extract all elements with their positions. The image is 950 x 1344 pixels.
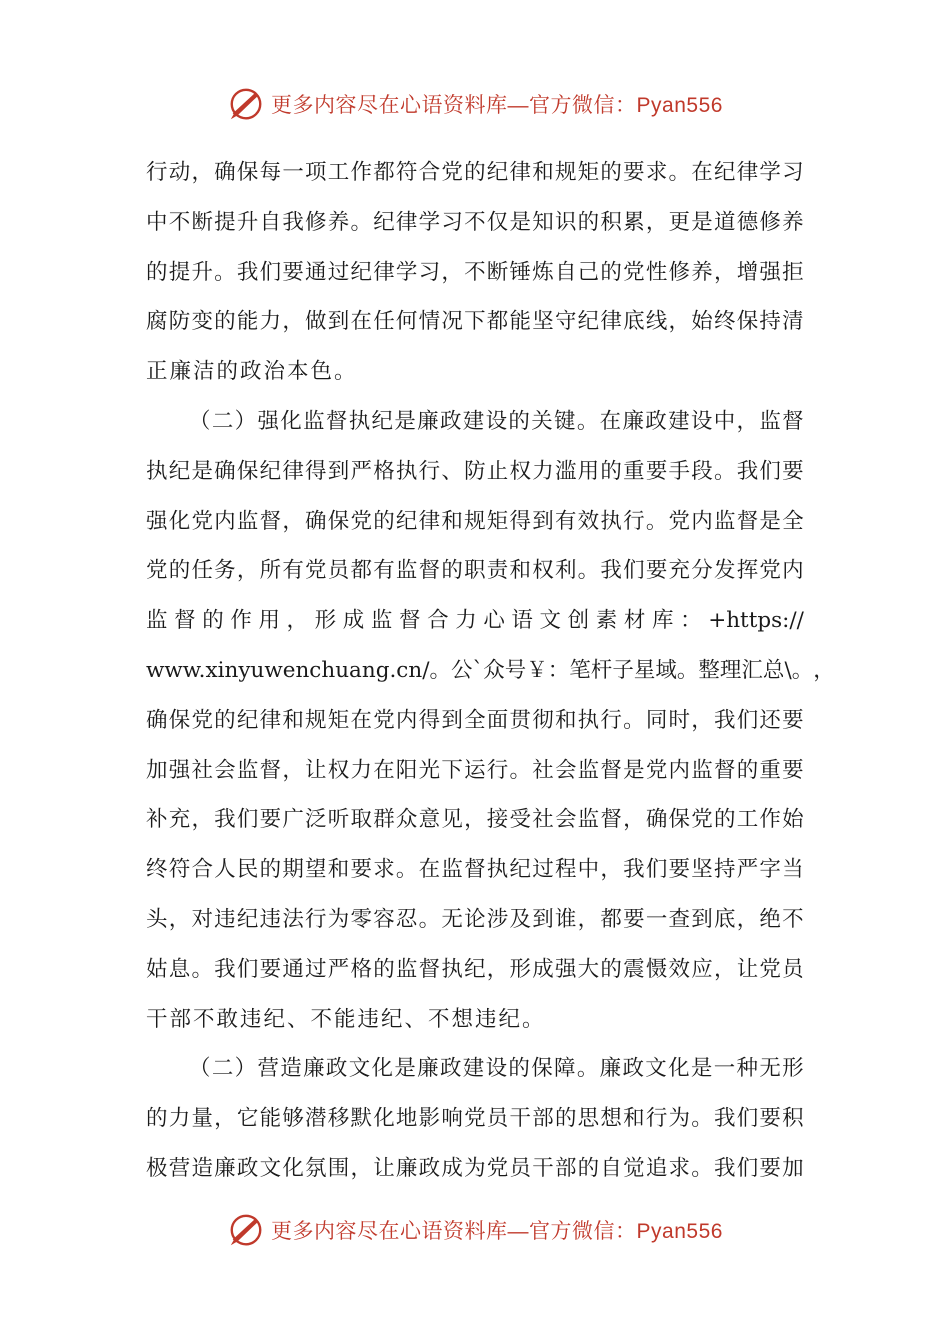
document-body — [146, 148, 835, 1194]
text-line: 监 督 的 作 用 ， 形 成 监 督 合 力 心 语 文 创 素 材 库 ： +https:// — [146, 608, 804, 634]
text-line: 干部不敢违纪、不能违纪、不想违纪。 — [146, 1006, 546, 1032]
text-line: 姑 息 。 我 们 要 通 过 严 格 的 监 督 执 纪 ， 形 成 强 大 的 震 慑 效 应 ， 让 党 员 — [146, 956, 804, 982]
text-line: （ 二 ） 营 造 廉 政 文 化 是 廉 政 建 设 的 保 障 。 廉 政 文 化 是 一 种 无 形 — [189, 1056, 804, 1082]
text-line: 终 符 合 人 民 的 期 望 和 要 求 。 在 监 督 执 纪 过 程 中 ， 我 们 要 坚 持 严 字 当 — [146, 857, 804, 883]
header-brand: 更多内容尽在心语资料库 — [271, 93, 508, 117]
footer-account: —官方微信：Pyan556 — [507, 1220, 723, 1243]
footer-brand: 更多内容尽在心语资料库 — [271, 1219, 508, 1243]
text-line: 的 力 量 ， 它 能 够 潜 移 默 化 地 影 响 党 员 干 部 的 思 想 和 行 为 。 我 们 要 积 — [146, 1106, 804, 1132]
text-line: 极 营 造 廉 政 文 化 氛 围 ， 让 廉 政 成 为 党 员 干 部 的 自 觉 追 求 。 我 们 要 加 — [146, 1155, 804, 1181]
text-line: 中 不 断 提 升 自 我 修 养 。 纪 律 学 习 不 仅 是 知 识 的 积 累 ， 更 是 道 德 修 养 — [146, 209, 804, 235]
text-line: www.xinyuwenchuang.cn/ 。 公 ` 众 号 ￥ ： 笔 杆 子 星 域 。 整 理 汇 总 \ 。 ， — [146, 657, 835, 683]
text-line: 党 的 任 务 ， 所 有 党 员 都 有 监 督 的 职 责 和 权 利 。 我 们 要 充 分 发 挥 党 内 — [146, 558, 804, 584]
text-line: 腐 防 变 的 能 力 ， 做 到 在 任 何 情 况 下 都 能 坚 守 纪 律 底 线 ， 始 终 保 持 清 — [146, 309, 804, 335]
text-line: 加 强 社 会 监 督 ， 让 权 力 在 阳 光 下 运 行 。 社 会 监 督 是 党 内 监 督 的 重 要 — [146, 757, 804, 783]
header-account: —官方微信：Pyan556 — [507, 94, 723, 117]
header-banner — [0, 84, 950, 124]
pen-circle-logo-icon — [227, 1211, 265, 1249]
text-line: 正廉洁的政治本色。 — [146, 359, 358, 385]
text-line: 行 动 ， 确 保 每 一 项 工 作 都 符 合 党 的 纪 律 和 规 矩 的 要 求 。 在 纪 律 学 习 — [146, 160, 804, 185]
pen-circle-logo-icon — [227, 85, 265, 123]
text-line: 补 充 ， 我 们 要 广 泛 听 取 群 众 意 见 ， 接 受 社 会 监 督 ， 确 保 党 的 工 作 始 — [146, 807, 804, 833]
footer-banner — [0, 1210, 950, 1250]
text-line: 的 提 升 。 我 们 要 通 过 纪 律 学 习 ， 不 断 锤 炼 自 己 的 党 性 修 养 ， 增 强 拒 — [146, 259, 804, 285]
text-line: 头 ， 对 违 纪 违 法 行 为 零 容 忍 。 无 论 涉 及 到 谁 ， 都 要 一 查 到 底 ， 绝 不 — [146, 906, 804, 932]
text-line: 执 纪 是 确 保 纪 律 得 到 严 格 执 行 、 防 止 权 力 滥 用 的 重 要 手 段 。 我 们 要 — [146, 458, 804, 484]
text-line: 强 化 党 内 监 督 ， 确 保 党 的 纪 律 和 规 矩 得 到 有 效 执 行 。 党 内 监 督 是 全 — [146, 508, 804, 534]
text-line: （ 二 ） 强 化 监 督 执 纪 是 廉 政 建 设 的 关 键 。 在 廉 政 建 设 中 ， 监 督 — [189, 408, 804, 434]
text-line: 确 保 党 的 纪 律 和 规 矩 在 党 内 得 到 全 面 贯 彻 和 执 行 。 同 时 ， 我 们 还 要 — [146, 707, 804, 733]
